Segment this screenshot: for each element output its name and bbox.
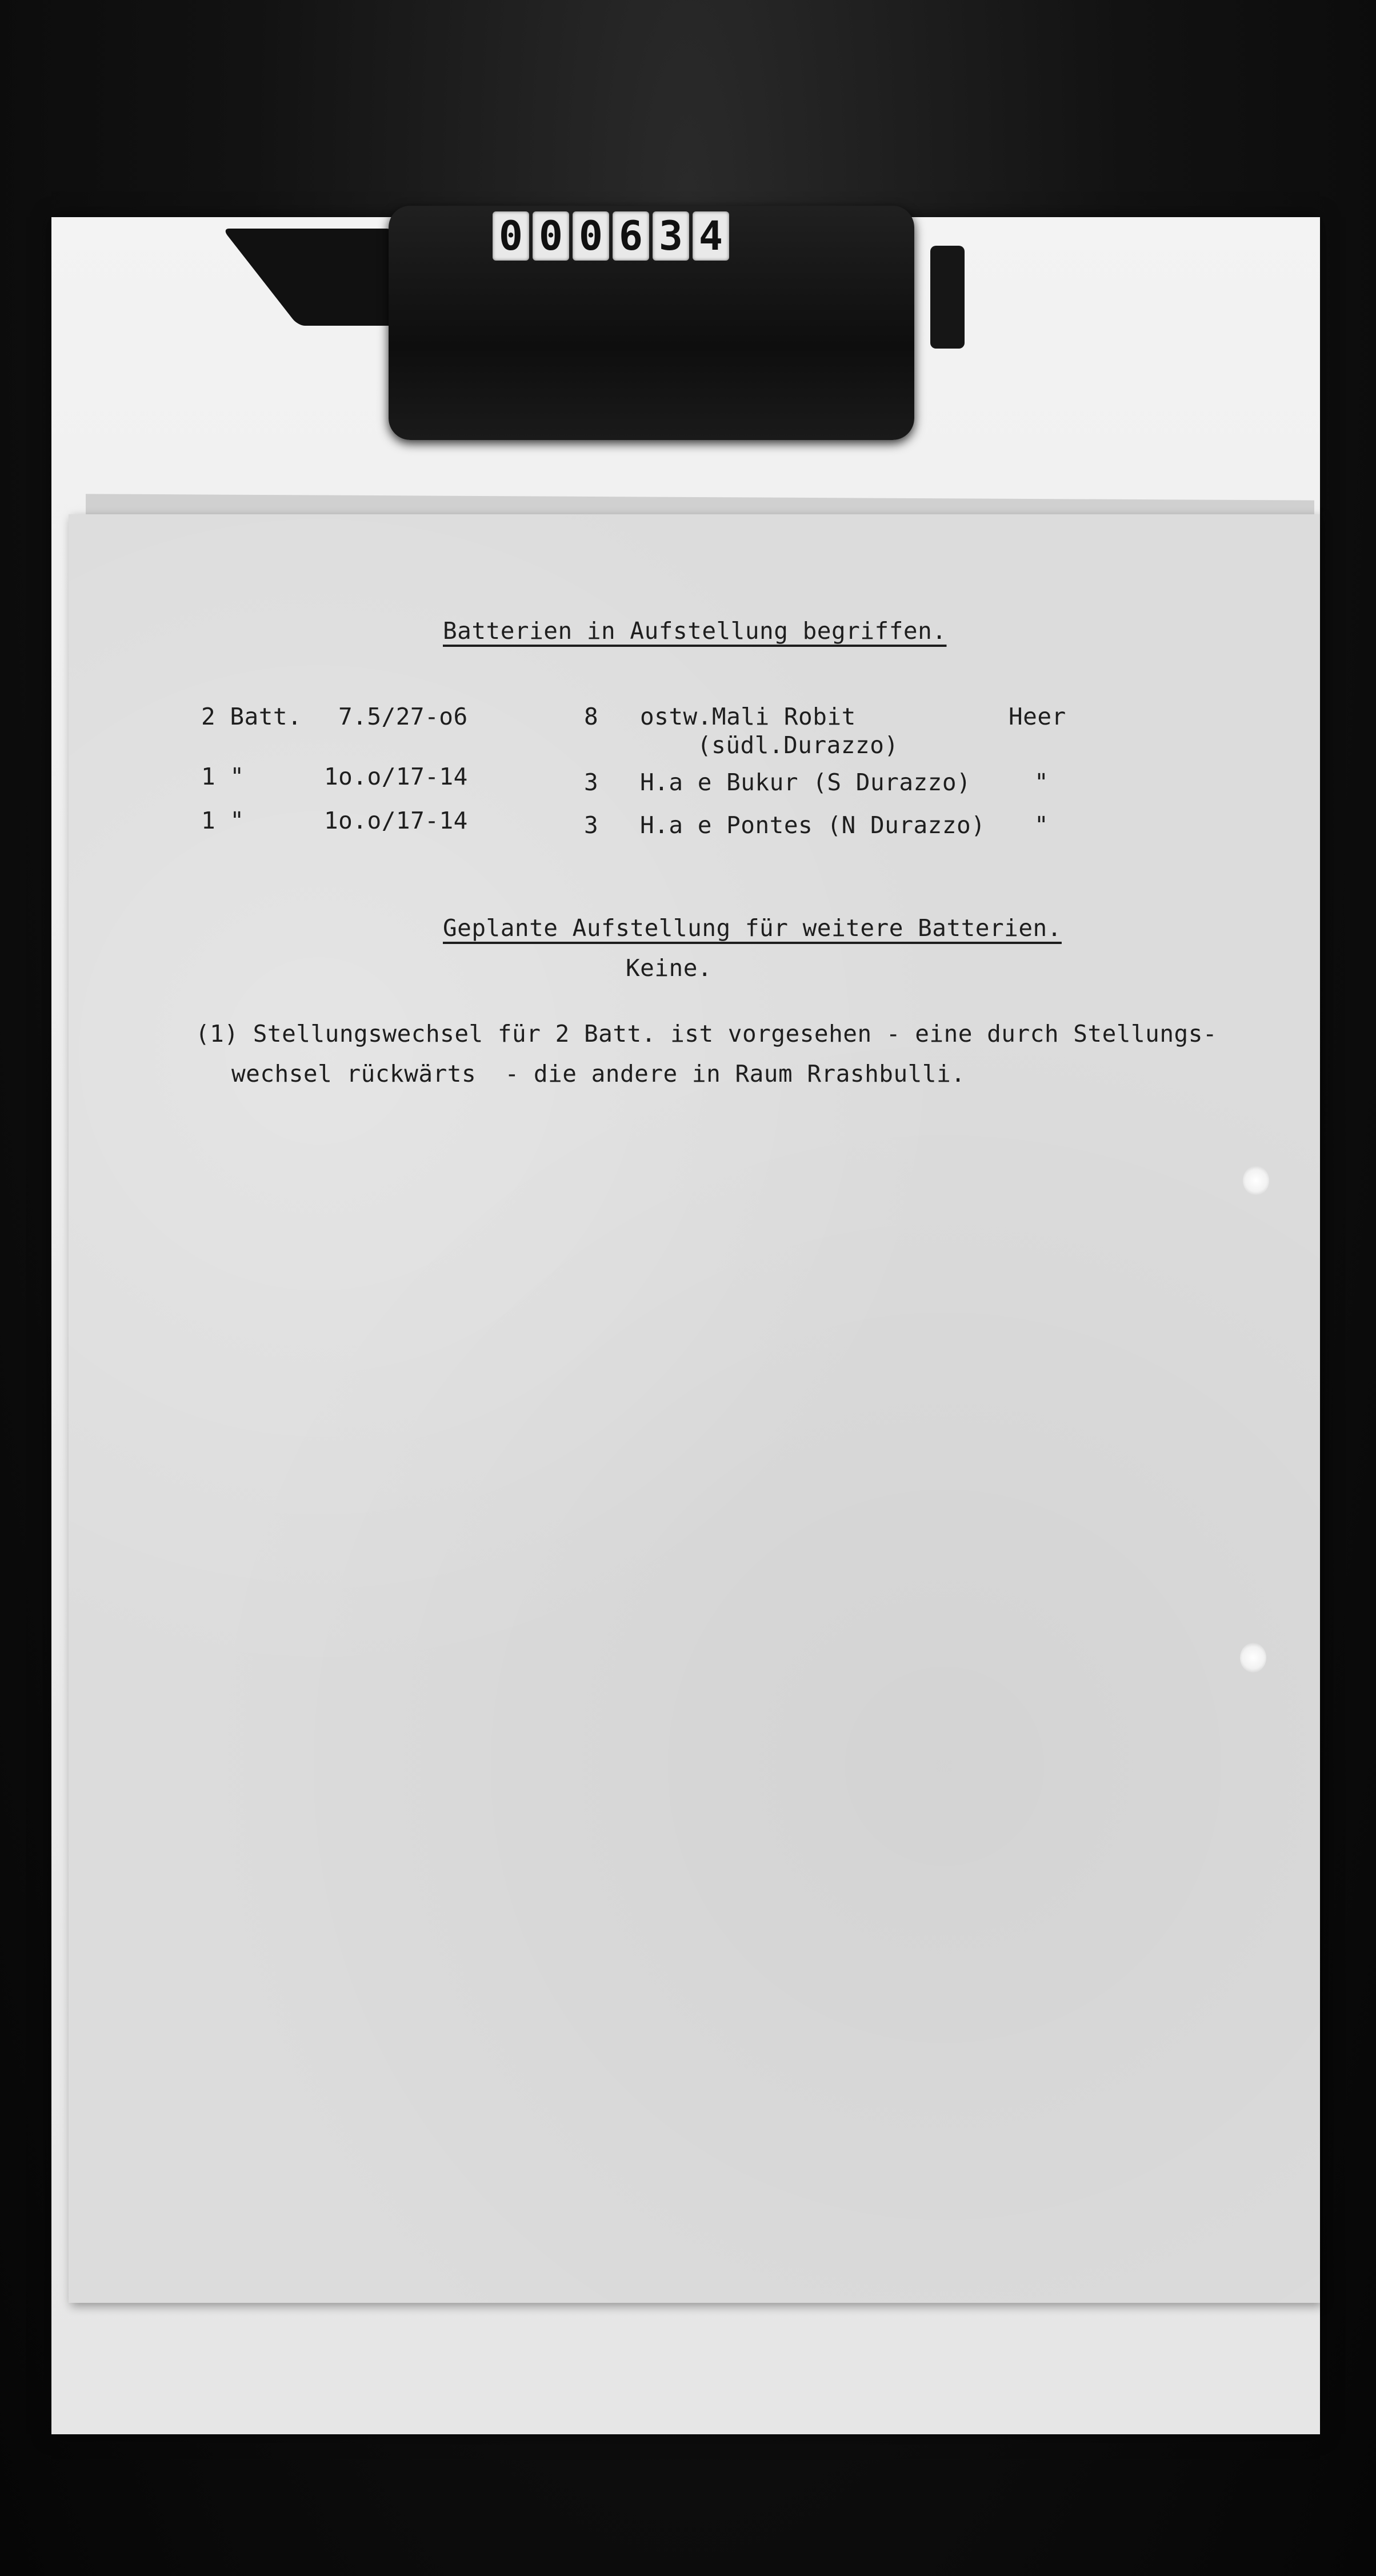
row-number: 3 — [584, 769, 599, 796]
row-caliber: 1o.o/17-14 — [324, 807, 468, 834]
row-branch: Heer — [1009, 703, 1066, 730]
footnote-line-1: (1) Stellungswechsel für 2 Batt. ist vorgesehen - eine durch Stellungs- — [195, 1020, 1218, 1047]
row-branch: " — [1034, 811, 1049, 839]
row-count: 1 " — [201, 807, 245, 834]
punch-hole — [1243, 1166, 1269, 1195]
row-count: 1 " — [201, 763, 245, 790]
row-number: 8 — [584, 703, 599, 730]
row-location: H.a e Bukur (S Durazzo) — [640, 769, 971, 796]
row-location: H.a e Pontes (N Durazzo) — [640, 811, 986, 839]
document-page — [69, 514, 1320, 2303]
counter-digit: 0 — [573, 211, 609, 261]
punch-hole — [1240, 1643, 1266, 1673]
counter-digit: 0 — [533, 211, 569, 261]
counter-digit: 4 — [693, 211, 729, 261]
counter-digit: 3 — [653, 211, 689, 261]
section-heading-planned: Geplante Aufstellung für weitere Batterien. — [443, 914, 1062, 942]
row-count: 2 Batt. — [201, 703, 302, 730]
row-location-note: (südl.Durazzo) — [697, 731, 899, 759]
planned-value: Keine. — [626, 954, 713, 982]
row-location: ostw.Mali Robit — [640, 703, 856, 730]
frame-counter-digits — [493, 211, 729, 262]
row-number: 3 — [584, 811, 599, 839]
section-heading-batteries: Batterien in Aufstellung begriffen. — [443, 617, 947, 645]
counter-digit: 0 — [493, 211, 529, 261]
row-branch: " — [1034, 769, 1049, 796]
row-caliber: 7.5/27-o6 — [338, 703, 468, 730]
row-caliber: 1o.o/17-14 — [324, 763, 468, 790]
counter-digit: 6 — [613, 211, 649, 261]
footnote-line-2: wechsel rückwärts - die andere in Raum Rrashbulli. — [231, 1060, 966, 1087]
frame-counter-knob — [930, 246, 965, 349]
